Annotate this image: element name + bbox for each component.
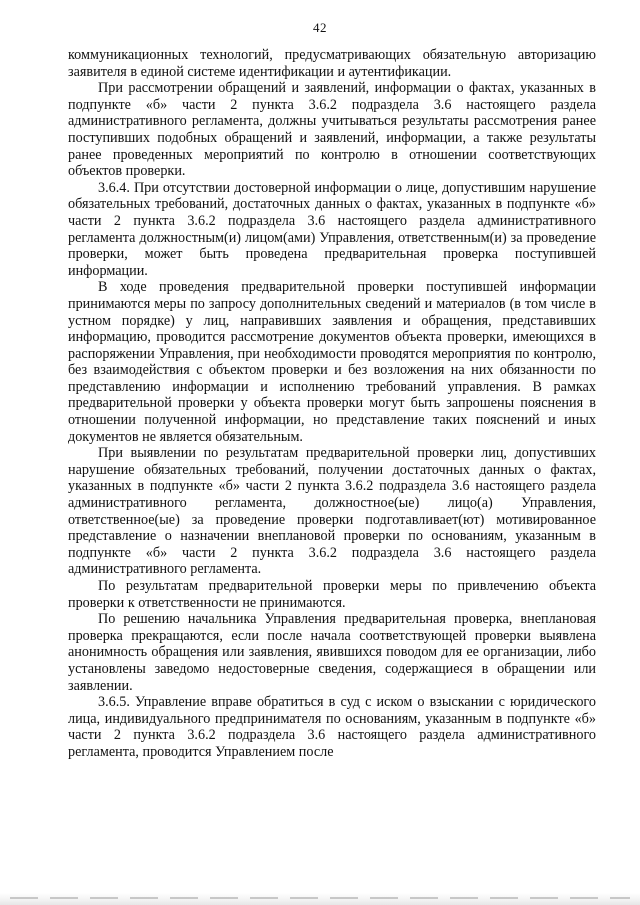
paragraph-3-6-4: 3.6.4. При отсутствии достоверной информации о лице, допустившим нарушение обязательных требований, достаточных данных о фактах, указанных в подпункте «б» части 2 пункта 3.6.2 подраздела 3.6 настоящего раздела административного регламента должностным(и) лицом(ами) Управления, ответственным(и) за проведение проверки, может быть проведена предварительная проверка поступившей информации. xyxy=(68,179,596,279)
paragraph-detection: При выявлении по результатам предварительной проверки лиц, допустивших нарушение обязательных требований, получении достаточных данных о фактах, указанных в подпункте «б» части 2 пункта 3.6.2 подраздела 3.6 настоящего раздела административного регламента, должностное(ые) лицо(а) Управления, ответственное(ые) за проведение проверки подготавливает(ют) мотивированное представление о назначении внеплановой проверки по основаниям, указанным в подпункте «б» части 2 пункта 3.6.2 подраздела 3.6 настоящего раздела административного регламента. xyxy=(68,445,596,578)
paragraph-consideration: При рассмотрении обращений и заявлений, информации о фактах, указанных в подпункте «б» части 2 пункта 3.6.2 подраздела 3.6 настоящего раздела административного регламента, должны учитываться результаты рассмотрения ранее поступивших подобных обращений и заявлений, информации, а также результаты ранее проведенных мероприятий по контролю в отношении соответствующих объектов проверки. xyxy=(68,80,596,180)
paragraph-continuation: коммуникационных технологий, предусматривающих обязательную авторизацию заявителя в единой системе идентификации и аутентификации. xyxy=(68,47,596,80)
paragraph-preliminary-check: В ходе проведения предварительной проверки поступившей информации принимаются меры по запросу дополнительных сведений и материалов (в том числе в устном порядке) у лиц, направивших заявления и обращения, представивших информацию, проводится рассмотрение документов объекта проверки, имеющихся в распоряжении Управления, при необходимости проводятся мероприятия по контролю, без взаимодействия с объектом проверки и без возложения на них обязанности по представлению информации и исполнению требований управления. В рамках предварительной проверки у объекта проверки могут быть запрошены пояснения в отношении полученной информации, но представление таких пояснений и иных документов не является обязательным. xyxy=(68,279,596,445)
page-number: 42 xyxy=(313,20,327,35)
scan-bottom-edge xyxy=(0,893,640,905)
document-body xyxy=(68,47,596,761)
paragraph-decision: По решению начальника Управления предварительная проверка, внеплановая проверка прекращаются, если после начала соответствующей проверки выявлена анонимность обращения или заявления, явившихся поводом для ее организации, либо установлены заведомо недостоверные сведения, содержащиеся в обращении или заявлении. xyxy=(68,611,596,694)
paragraph-results: По результатам предварительной проверки меры по привлечению объекта проверки к ответственности не принимаются. xyxy=(68,578,596,611)
paragraph-3-6-5: 3.6.5. Управление вправе обратиться в суд с иском о взыскании с юридического лица, индивидуального предпринимателя по основаниям, указанным в подпункте «б» части 2 пункта 3.6.2 подраздела 3.6 настоящего раздела административного регламента, проводится Управлением после xyxy=(68,694,596,760)
